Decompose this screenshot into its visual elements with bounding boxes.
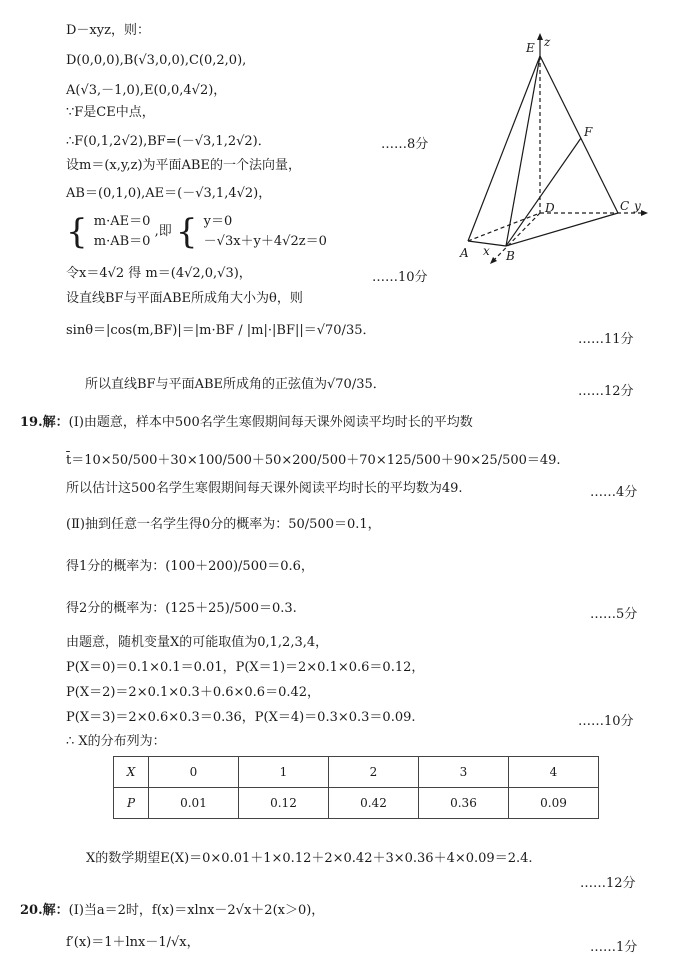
edge-EB xyxy=(506,56,540,246)
label-A: A xyxy=(460,246,469,260)
distribution-table xyxy=(113,756,599,819)
part1-20: (Ⅰ)当a＝2时，f(x)＝xlnx－2√x＋2(x＞0)， xyxy=(68,903,325,918)
score-1: ……1分 xyxy=(590,940,638,955)
p1-line: 得1分的概率为：(100＋200)/500＝0.6， xyxy=(66,559,314,574)
label-F: F xyxy=(584,125,593,139)
label-C: C xyxy=(620,199,630,213)
system-eq-2: m·AB＝0 xyxy=(93,234,151,249)
z-arrow xyxy=(537,33,543,40)
points-line-1: D(0,0,0),B(√3,0,0),C(0,2,0), xyxy=(66,53,247,68)
row-header-p: P xyxy=(114,788,149,819)
y-arrow xyxy=(641,210,648,216)
table-row-p xyxy=(114,788,599,819)
edge-BF xyxy=(506,138,581,246)
conclusion-18: 所以直线BF与平面ABE所成角的正弦值为√70/35． xyxy=(85,377,386,392)
x-value: 4 xyxy=(508,757,598,788)
score-10-s18: ……10分 xyxy=(372,270,428,285)
solution-19-label: 19.解： xyxy=(20,415,69,430)
expectation-line: X的数学期望E(X)＝0×0.01＋1×0.12＋2×0.42＋3×0.36＋4×0.09＝2.4. xyxy=(86,851,533,866)
score-10-s19: ……10分 xyxy=(578,714,634,729)
x-value: 2 xyxy=(328,757,418,788)
score-4: ……4分 xyxy=(590,485,638,500)
row-header-x: X xyxy=(114,757,149,788)
midpoint-note: ∵F是CE中点， xyxy=(66,105,155,120)
prob-line-3: P(X＝3)＝2×0.6×0.3＝0.36，P(X＝4)＝0.3×0.3＝0.09. xyxy=(66,710,416,725)
p-value: 0.36 xyxy=(418,788,508,819)
derivative-line: f′(x)＝1＋lnx－1/√x， xyxy=(66,935,200,950)
edge-BC xyxy=(506,213,618,246)
ab-ae-vectors: AB＝(0,1,0),AE＝(－√3,1,4√2)， xyxy=(66,186,272,201)
x-value: 0 xyxy=(148,757,238,788)
let-x-line: 令x＝4√2 得 m＝(4√2,0,√3)， xyxy=(66,266,252,281)
score-8: ……8分 xyxy=(381,137,429,152)
f-and-bf-line: ∴F(0,1,2√2),BF=(－√3,1,2√2)． xyxy=(66,134,271,149)
right-brace: { xyxy=(175,212,198,252)
pyramid-figure xyxy=(448,30,678,270)
system-ji: ,即 xyxy=(154,224,172,239)
part1-intro-19: (Ⅰ)由题意，样本中500名学生寒假期间每天课外阅读平均时长的平均数 xyxy=(68,415,473,430)
hidden-edge-AD xyxy=(468,213,540,241)
edge-EC xyxy=(540,56,618,213)
label-y: y xyxy=(634,199,641,213)
points-line-2: A(√3,－1,0),E(0,0,4√2)， xyxy=(66,83,227,98)
prob-line-2: P(X＝2)＝2×0.1×0.3＋0.6×0.6＝0.42， xyxy=(66,685,321,700)
left-brace: { xyxy=(66,212,88,252)
system-right xyxy=(204,212,327,252)
x-value: 3 xyxy=(418,757,508,788)
score-12-s19: ……12分 xyxy=(580,876,636,891)
prob-line-1: P(X＝0)＝0.1×0.1＝0.01，P(X＝1)＝2×0.1×0.6＝0.12， xyxy=(66,660,425,675)
dist-intro: ∴ X的分布列为： xyxy=(66,734,166,749)
score-11: ……11分 xyxy=(578,332,634,347)
p-value: 0.01 xyxy=(148,788,238,819)
system-res-2: －√3x＋y＋4√2z＝0 xyxy=(203,234,327,249)
p-value: 0.42 xyxy=(328,788,418,819)
label-D: D xyxy=(545,201,555,215)
p2-line: 得2分的概率为：(125＋25)/500＝0.3. xyxy=(66,601,297,616)
label-B: B xyxy=(506,249,515,263)
system-left xyxy=(94,212,151,252)
score-5: ……5分 xyxy=(590,607,638,622)
p-value: 0.09 xyxy=(508,788,598,819)
coord-system-line: D－xyz，则： xyxy=(66,23,150,38)
values-intro: 由题意，随机变量X的可能取值为0,1,2,3,4， xyxy=(66,635,329,650)
p0-line: (Ⅱ)抽到任意一名学生得0分的概率为：50/500＝0.1， xyxy=(66,517,381,532)
mean-formula: t̄＝10×50/500＋30×100/500＋50×200/500＋70×125/500＋90×25/500＝49. xyxy=(66,453,561,468)
sin-formula: sinθ＝|cos(m,BF)|＝|m·BF / |m|·|BF||＝√70/35． xyxy=(66,323,376,338)
estimate-line: 所以估计这500名学生寒假期间每天课外阅读平均时长的平均数为49. xyxy=(66,481,463,496)
system-eq-1: m·AE＝0 xyxy=(93,214,151,229)
label-E: E xyxy=(526,41,535,55)
system-res-1: y＝0 xyxy=(203,214,233,229)
table-row-x xyxy=(114,757,599,788)
score-12-s18: ……12分 xyxy=(578,384,634,399)
solution-19-heading xyxy=(20,414,473,432)
normal-vector-intro: 设m＝(x,y,z)为平面ABE的一个法向量， xyxy=(66,158,301,173)
p-value: 0.12 xyxy=(238,788,328,819)
solution-20-heading xyxy=(20,902,324,920)
x-value: 1 xyxy=(238,757,328,788)
label-z: z xyxy=(544,35,551,49)
label-x: x xyxy=(483,244,490,258)
solution-20-label: 20.解： xyxy=(20,903,69,918)
angle-intro: 设直线BF与平面ABE所成角大小为θ，则 xyxy=(66,291,303,306)
normal-system xyxy=(66,212,327,252)
